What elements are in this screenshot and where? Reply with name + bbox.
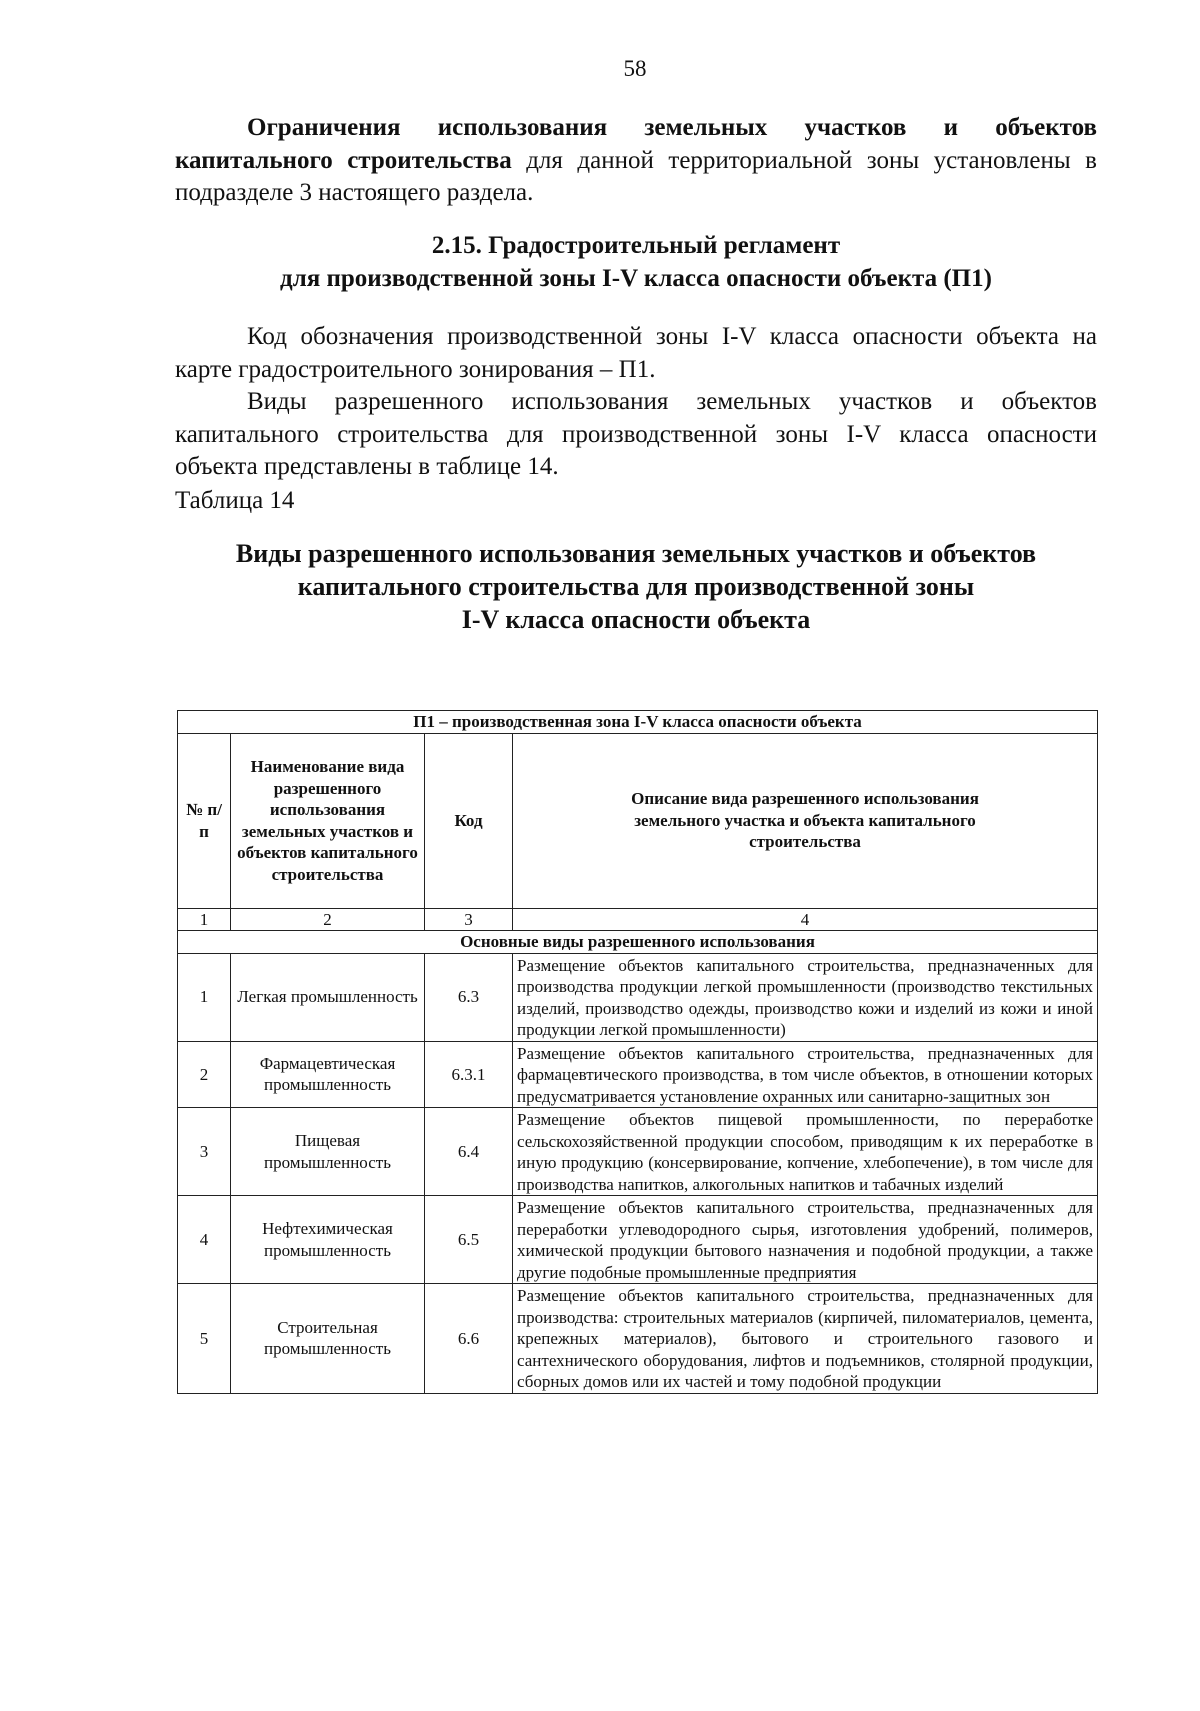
table-row [178, 1108, 1098, 1196]
row-num: 2 [178, 1041, 231, 1108]
col-header-num: № п/п [178, 733, 231, 908]
row-name: Пищевая промышленность [231, 1108, 425, 1196]
row-code: 6.5 [425, 1196, 513, 1284]
row-desc: Размещение объектов капитального строительства, предназначенных для производства: строительных материалов (кирпичей, пиломатериалов, цемента, крепежных материалов), бытового и строительного газового и сантехнического оборудования, лифтов и подъемников, столярной продукции, сборных домов или их частей и тому подобной продукции [513, 1284, 1098, 1394]
row-desc: Размещение объектов капитального строительства, предназначенных для переработки углеводородного сырья, изготовления удобрений, полимеров, химической продукции бытового назначения и подобной продукции, а также другие подобные промышленные предприятия [513, 1196, 1098, 1284]
col-number-3: 3 [425, 908, 513, 931]
row-code: 6.3 [425, 953, 513, 1041]
row-name: Легкая промышленность [231, 953, 425, 1041]
column-number-row [178, 908, 1098, 931]
row-desc: Размещение объектов капитального строительства, предназначенных для фармацевтического производства, в том числе объектов, в отношении которых предусматривается установление охранных или санитарно-защитных зон [513, 1041, 1098, 1108]
row-num: 4 [178, 1196, 231, 1284]
body-text [175, 321, 1097, 517]
table-row [178, 953, 1098, 1041]
table-title-line2: капитального строительства для производственной зоны [297, 572, 975, 601]
table-title-line3: I-V класса опасности объекта [461, 605, 811, 634]
group-header-cell: Основные виды разрешенного использования [178, 931, 1098, 954]
section-title-line1: 2.15. Градостроительный регламент [431, 232, 841, 259]
row-code: 6.4 [425, 1108, 513, 1196]
column-header-row [178, 733, 1098, 908]
row-code: 6.6 [425, 1284, 513, 1394]
table-row [178, 1041, 1098, 1108]
page-number: 58 [623, 56, 647, 81]
col-header-code: Код [425, 733, 513, 908]
group-header-row [178, 931, 1098, 954]
col-header-desc: Описание вида разрешенного использования земельного участка и объекта капитального строительства [513, 733, 1098, 908]
table-title [175, 537, 1097, 636]
row-name: Строительная промышленность [231, 1284, 425, 1394]
zone-header-row [178, 711, 1098, 734]
section-title-line2: для производственной зоны I-V класса опасности объекта (П1) [280, 264, 992, 292]
table-label: Таблица 14 [175, 486, 295, 514]
table-title-line1: Виды разрешенного использования земельных участков и объектов [235, 539, 1037, 568]
row-name: Фармацевтическая промышленность [231, 1041, 425, 1108]
col-number-4: 4 [513, 908, 1098, 931]
row-name: Нефтехимическая промышленность [231, 1196, 425, 1284]
paragraph-zone-code: Код обозначения производственной зоны I-V класса опасности объекта на карте градостроительного зонирования – П1. [175, 323, 1097, 383]
intro-text: для данной территориальной зоны установлены в подразделе 3 настоящего раздела. [175, 146, 1097, 206]
section-heading [175, 230, 1097, 295]
zone-header-cell: П1 – производственная зона I-V класса опасности объекта [178, 711, 1098, 734]
intro-bold-text: Ограничения использования земельных участков и объектов капитального строительства [175, 114, 1097, 174]
col-header-name: Наименование вида разрешенного использования земельных участков и объектов капитального строительства [231, 733, 425, 908]
row-num: 1 [178, 953, 231, 1041]
intro-paragraph [175, 112, 1097, 210]
row-num: 3 [178, 1108, 231, 1196]
table-row [178, 1196, 1098, 1284]
row-desc: Размещение объектов пищевой промышленности, по переработке сельскохозяйственной продукции способом, приводящим к их переработке в иную продукцию (консервирование, копчение, хлебопечение), в том числе для производства напитков, алкогольных напитков и табачных изделий [513, 1108, 1098, 1196]
row-desc: Размещение объектов капитального строительства, предназначенных для производства продукции легкой промышленности (производство текстильных изделий, производство одежды, производство кожи и изделий из кожи и иной продукции легкой промышленности) [513, 953, 1098, 1041]
row-num: 5 [178, 1284, 231, 1394]
paragraph-table-reference: Виды разрешенного использования земельных участков и объектов капитального строительства для производственной зоны I-V класса опасности объекта представлены в таблице 14. [175, 388, 1097, 480]
table-row [178, 1284, 1098, 1394]
col-number-1: 1 [178, 908, 231, 931]
land-use-table [177, 710, 1098, 1394]
col-number-2: 2 [231, 908, 425, 931]
row-code: 6.3.1 [425, 1041, 513, 1108]
